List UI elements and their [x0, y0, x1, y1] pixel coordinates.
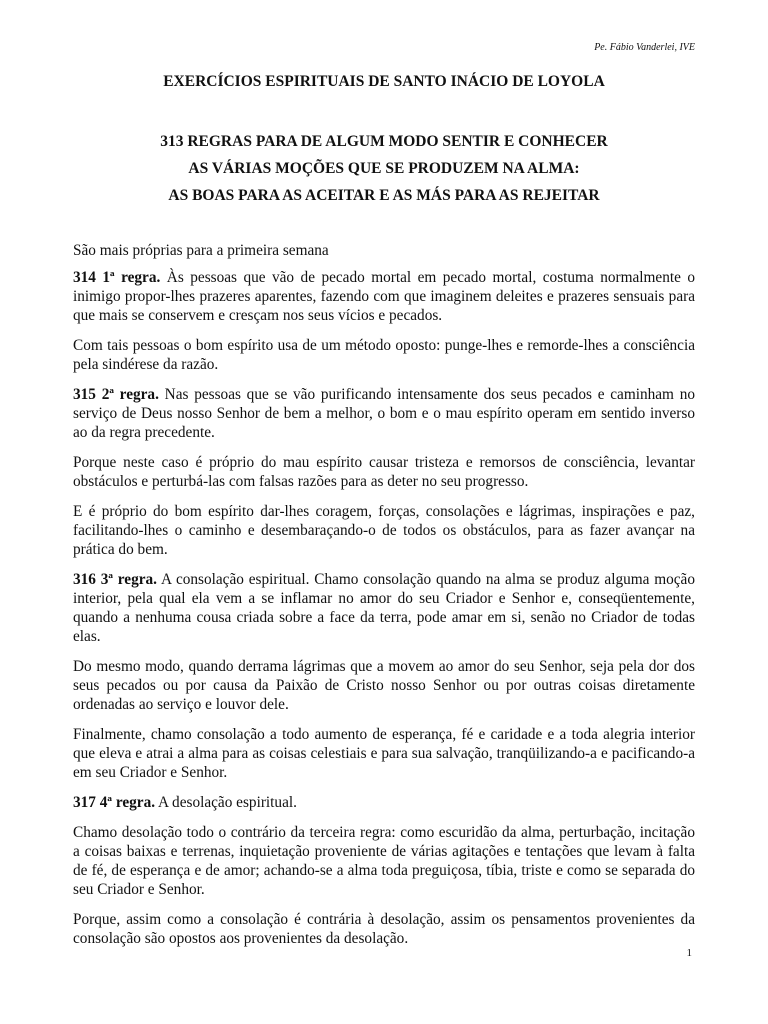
rule-label-316: 316 3ª regra. — [73, 571, 157, 588]
paragraph-315c: E é próprio do bom espírito dar-lhes coragem, forças, consolações e lágrimas, inspirações e paz, facilitando-lhes o caminho e desembaraçando-o de todos os obstáculos, para as fazer avançar na prática do bem. — [73, 503, 695, 558]
rule-label-314: 314 1ª regra. — [73, 269, 161, 286]
rule-text-316: A consolação espiritual. Chamo consolação quando na alma se produz alguma moção interior, pela qual ela vem a se inflamar no amor do seu Criador e Senhor e, conseqüentemente, quando a nenhuma cousa criada sobre a face da terra, pode amar em si, senão no Criador de todas elas. — [73, 571, 695, 645]
rule-text-317: A desolação espiritual. — [155, 794, 297, 811]
author-header: Pe. Fábio Vanderlei, IVE — [594, 42, 695, 53]
document-title: EXERCÍCIOS ESPIRITUAIS DE SANTO INÁCIO DE LOYOLA — [163, 73, 605, 90]
paragraph-315b: Porque neste caso é próprio do mau espírito causar tristeza e remorsos de consciência, levantar obstáculos e perturbá-las com falsas razões para as deter no seu progresso. — [73, 454, 695, 490]
subtitle-line-2: AS VÁRIAS MOÇÕES QUE SE PRODUZEM NA ALMA: — [188, 160, 580, 177]
page-number: 1 — [686, 947, 692, 959]
paragraph-317b: Chamo desolação todo o contrário da terceira regra: como escuridão da alma, perturbação, incitação a coisas baixas e terrenas, inquietação proveniente de várias agitações e tentações que levam à falta de fé, de esperança e de amor; achando-se a alma toda preguiçosa, tíbia, triste e como se separada do seu Criador e Senhor. — [73, 824, 695, 898]
document-body — [73, 241, 695, 959]
paragraph-317c: Porque, assim como a consolação é contrária à desolação, assim os pensamentos provenientes da consolação são opostos aos provenientes da desolação. — [73, 911, 695, 947]
subtitle-line-3: AS BOAS PARA AS ACEITAR E AS MÁS PARA AS REJEITAR — [168, 187, 600, 204]
subtitle-line-1: 313 REGRAS PARA DE ALGUM MODO SENTIR E CONHECER — [160, 133, 608, 150]
intro-paragraph: São mais próprias para a primeira semana — [73, 242, 329, 259]
rule-text-314: Às pessoas que vão de pecado mortal em pecado mortal, costuma normalmente o inimigo propor-lhes prazeres aparentes, fazendo com que imaginem deleites e prazeres sensuais para que mais se conservem e cresçam nos seus vícios e pecados. — [73, 269, 696, 324]
paragraph-317 — [73, 793, 695, 812]
paragraph-316 — [73, 570, 695, 646]
paragraph-316b: Do mesmo modo, quando derrama lágrimas que a movem ao amor do seu Senhor, seja pela dor dos seus pecados ou por causa da Paixão de Cristo nosso Senhor ou por outras coisas diretamente ordenadas ao serviço e louvor dele. — [73, 658, 695, 713]
paragraph-315 — [73, 385, 695, 442]
rule-label-315: 315 2ª regra. — [73, 386, 159, 403]
rule-label-317: 317 4ª regra. — [73, 794, 156, 811]
paragraph-314b: Com tais pessoas o bom espírito usa de um método oposto: punge-lhes e remorde-lhes a consciência pela sindérese da razão. — [73, 337, 695, 373]
paragraph-314 — [73, 268, 695, 325]
paragraph-316c: Finalmente, chamo consolação a todo aumento de esperança, fé e caridade e a toda alegria interior que eleva e atrai a alma para as coisas celestiais e para sua salvação, tranqüilizando-a e pacificando-a em seu Criador e Senhor. — [73, 726, 695, 781]
rule-text-315: Nas pessoas que se vão purificando intensamente dos seus pecados e caminham no serviço de Deus nosso Senhor de bem a melhor, o bom e o mau espírito operam em sentido inverso ao da regra precedente. — [73, 386, 695, 441]
